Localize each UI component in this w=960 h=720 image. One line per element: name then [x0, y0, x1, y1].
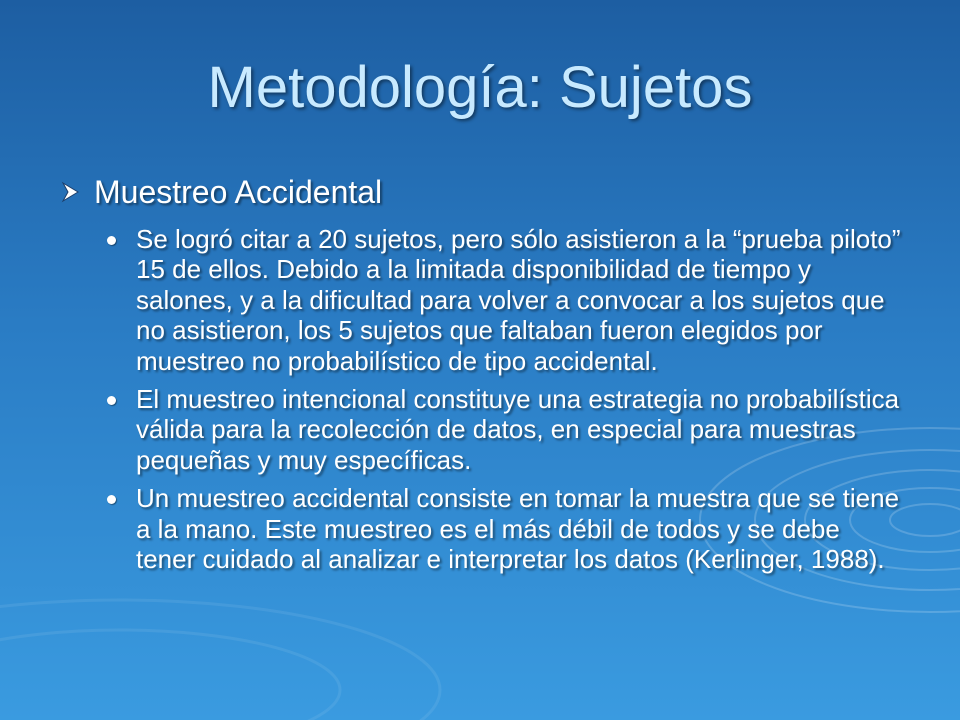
bullet-dot-icon	[107, 236, 116, 245]
section-heading-label: Muestreo Accidental	[94, 173, 383, 210]
bullet-dot-icon	[107, 495, 116, 504]
bullet-item	[104, 384, 904, 475]
section-heading	[60, 172, 940, 212]
arrow-bullet-icon	[60, 172, 88, 212]
bullet-text: Se logró citar a 20 sujetos, pero sólo asistieron a la “prueba piloto” 15 de ellos. Debido a la limitada disponibilidad de tiempo y salones, y a la dificultad para volver a convocar a los sujetos que no asistieron, los 5 sujetos que faltaban fueron elegidos por muestreo no probabilístico de tipo accidental.	[136, 224, 901, 376]
bullet-dot-icon	[107, 396, 116, 405]
bullet-text: El muestreo intencional constituye una estrategia no probabilística válida para la recolección de datos, en especial para muestras pequeñas y muy específicas.	[136, 384, 900, 475]
bullet-item	[104, 224, 904, 376]
slide-title: Metodología: Sujetos	[207, 55, 753, 120]
bullet-item	[104, 483, 904, 574]
bullet-text: Un muestreo accidental consiste en tomar la muestra que se tiene a la mano. Este muestreo es el más débil de todos y se debe tener cuidado al analizar e interpretar los datos (Kerlinger, 1988).	[136, 483, 900, 575]
bullet-list	[104, 224, 904, 582]
